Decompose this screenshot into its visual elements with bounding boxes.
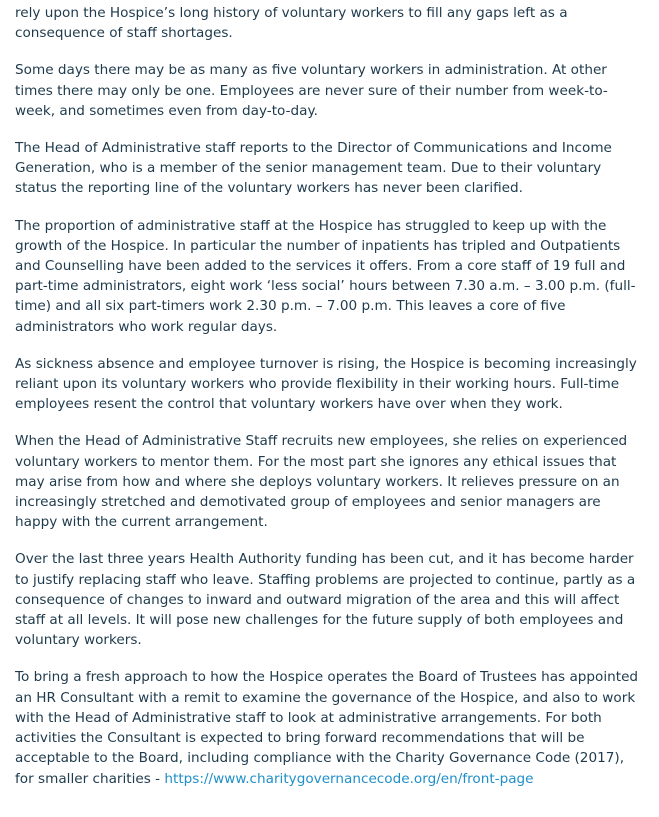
paragraph-hr-consultant-text: To bring a fresh approach to how the Hospice operates the Board of Trustees has appointed an HR Consultant with a remit to examine the governance of the Hospice, and also to work with the Head of Administrative staff to look at administrative arrangements. For both activities the Consultant is expected to bring forward recommendations that will be acceptable to the Board, including compliance with the Charity Governance Code (2017), for smaller charities - [15, 669, 639, 787]
paragraph-reporting-line: The Head of Administrative staff reports to the Director of Communications and Income Generation, who is a member of the senior management team. Due to their voluntary status the reporting line of the voluntary workers has never been clarified. [15, 140, 612, 197]
paragraph-volunteer-numbers: Some days there may be as many as five voluntary workers in administration. At other times there may only be one. Employees are never sure of their number from week-to-week, and sometimes even from day-to-day. [15, 62, 608, 119]
paragraph-staff-proportion: The proportion of administrative staff at the Hospice has struggled to keep up with the growth of the Hospice. In particular the number of inpatients has tripled and Outpatients and Counselling have been added to the services it offers. From a core staff of 19 full and part-time administrators, eight work ‘less social’ hours between 7.30 a.m. – 3.00 p.m. (full-time) and all six part-timers work 2.30 p.m. – 7.00 p.m. This leaves a core of five administrators who work regular days. [15, 217, 636, 335]
document-body [15, 3, 645, 806]
paragraph-sickness-absence: As sickness absence and employee turnover is rising, the Hospice is becoming increasingly reliant upon its voluntary workers who provide flexibility in their working hours. Full-time employees resent the control that voluntary workers have over when they work. [15, 355, 637, 413]
governance-code-link[interactable]: https://www.charitygovernancecode.org/en/front-page [164, 770, 534, 787]
paragraph-volunteer-gaps: rely upon the Hospice’s long history of voluntary workers to fill any gaps left as a consequence of staff shortages. [15, 5, 568, 42]
paragraph-hr-consultant [15, 667, 645, 788]
paragraph-recruitment: When the Head of Administrative Staff recruits new employees, she relies on experienced voluntary workers to mentor them. For the most part she ignores any ethical issues that may arise from how and where she deploys voluntary workers. It relieves pressure on an increasingly stretched and demotivated group of employees and senior managers are happy with the current arrangement. [15, 433, 628, 531]
paragraph-funding-cuts: Over the last three years Health Authority funding has been cut, and it has become harder to justify replacing staff who leave. Staffing problems are projected to continue, partly as a consequence of changes to inward and outward migration of the area and this will affect staff at all levels. It will pose new challenges for the future supply of both employees and voluntary workers. [15, 551, 636, 649]
